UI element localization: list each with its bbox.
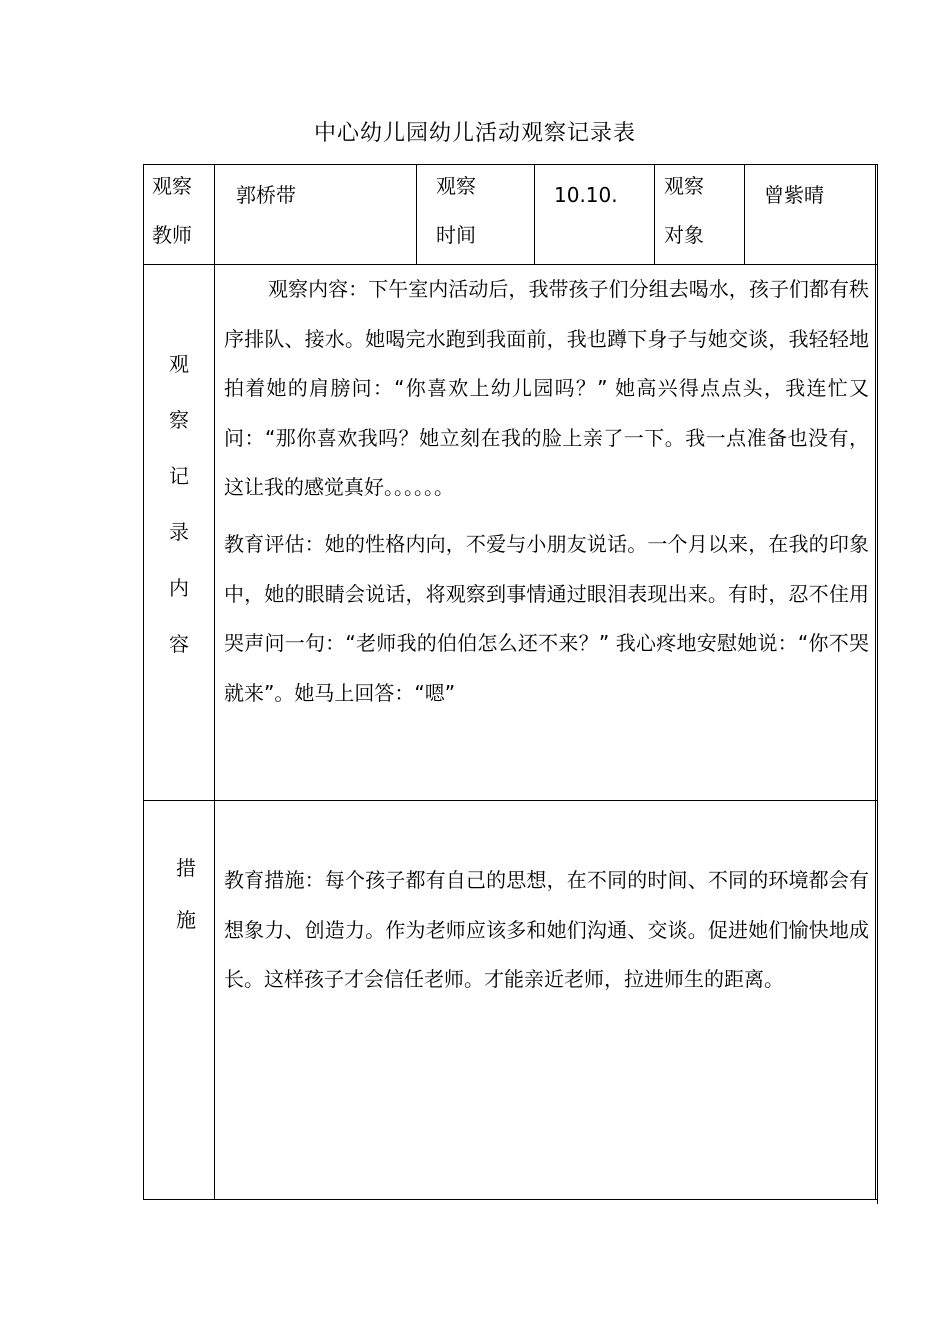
record-label-char: 内 (169, 576, 189, 600)
subject-label: 观察 对象 (664, 174, 704, 247)
time-label: 观察 时间 (436, 174, 476, 247)
teacher-label: 观察 教师 (152, 174, 192, 247)
education-evaluation: 教育评估：她的性格内向，不爱与小朋友说话。一个月以来，在我的印象中，她的眼睛会说话，将观察到事情通过眼泪表现出来。有时，忍不住用哭声问一句：“老师我的伯伯怎么还不来？” 我心疼地安慰她说：“你不哭就来”。她马上回答：“嗯” (224, 532, 869, 705)
education-measures: 教育措施：每个孩子都有自己的思想，在不同的时间、不同的环境都会有想象力、创造力。作为老师应该多和她们沟通、交谈。促进她们愉快地成长。这样孩子才会信任老师。才能亲近老师，拉进师生的距离。 (224, 868, 869, 991)
column-divider-3 (534, 164, 535, 265)
measures-label-char: 措 (176, 856, 196, 880)
column-divider-2 (416, 164, 417, 265)
column-divider-4 (654, 164, 655, 265)
page-title: 中心幼儿园幼儿活动观察记录表 (313, 121, 636, 146)
table-border-right (875, 164, 876, 1200)
teacher-value: 郭桥带 (236, 183, 296, 207)
record-label-char: 记 (169, 464, 189, 488)
column-divider-5 (744, 164, 745, 265)
record-label-char: 观 (169, 352, 189, 376)
record-label-char: 容 (169, 632, 189, 656)
subject-value: 曾紫晴 (764, 183, 824, 207)
table-border-right-outer (877, 164, 878, 1204)
time-value: 10.10. (554, 183, 618, 207)
observation-content: 观察内容：下午室内活动后，我带孩子们分组去喝水，孩子们都有秩序排队、接水。她喝完水跑到我面前，我也蹲下身子与她交谈，我轻轻地拍着她的肩膀问：“你喜欢上幼儿园吗？” 她高兴得点点头，我连忙又问：“那你喜欢我吗？她立刻在我的脸上亲了一下。我一点准备也没有，这让我的感觉真好。。。。。。 (224, 277, 869, 499)
table-border-left (143, 164, 144, 1200)
record-label-char: 察 (169, 408, 189, 432)
record-label-char: 录 (169, 520, 189, 544)
table-border-bottom (143, 1199, 877, 1200)
row-divider-2 (143, 800, 877, 801)
table-border-top (143, 164, 877, 165)
column-divider-label (214, 164, 215, 1200)
measures-label-char: 施 (176, 908, 196, 932)
